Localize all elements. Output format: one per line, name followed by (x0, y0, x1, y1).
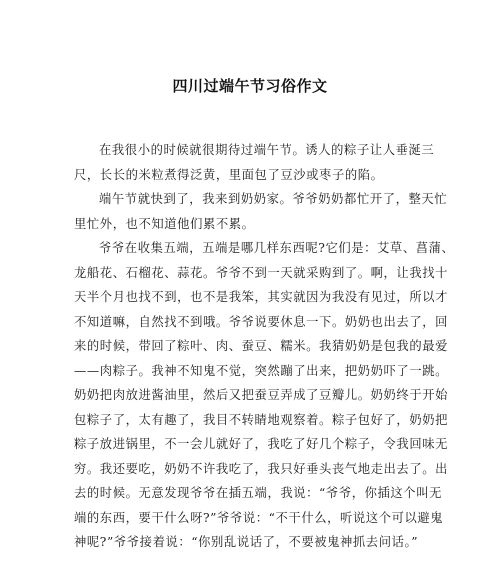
text-line: 去的时候。无意发现爷爷在插五端，我说：“爷爷，你插这个叫无 (74, 486, 443, 500)
text-line: 穷。我还要吃，奶奶不许我吃了，我只好垂头丧气地走出去了。出 (74, 461, 449, 476)
text-line: 端的东西，要干什么呀?”爷爷说：“不干什么，听说这个可以避鬼 (74, 510, 444, 525)
text-line: 神呢?”爷爷接着说：“你别乱说话了，不要被鬼神抓去问话。” (74, 535, 419, 549)
text-line: 尺，长长的米粒煮得泛黄，里面包了豆沙或枣子的陷。 (74, 167, 384, 182)
text-line: 爷爷在收集五端，五端是哪几样东西呢?它们是：艾草、菖蒲、 (99, 241, 455, 255)
text-line: 在我很小的时候就很期待过端午节。诱人的粽子让人垂涎三 (99, 143, 435, 157)
text-line: 龙船花、石榴花、蒜花。爷爷不到一天就采购到了。啊，让我找十 (74, 265, 449, 280)
text-line: 来的时候，带回了粽叶、肉、蚕豆、糯米。我猜奶奶是包我的最爱 (74, 339, 449, 353)
text-line: 天半个月也找不到，也不是我笨，其实就因为我没有见过，所以才 (74, 290, 449, 304)
text-line: 奶奶把肉放进酱油里，然后又把蚕豆弄成了豆瓣儿。奶奶终于开始 (74, 388, 449, 402)
document-title: 四川过端午节习俗作文 (172, 77, 328, 95)
text-line: ——肉粽子。我神不知鬼不觉，突然蹦了出来，把奶奶吓了一跳。 (74, 363, 449, 378)
text-line: 端午节就快到了，我来到奶奶家。爷爷奶奶都忙开了，整天忙 (99, 192, 448, 206)
text-line: 不知道嘛，自然找不到哦。爷爷说要休息一下。奶奶也出去了，回 (74, 314, 449, 329)
text-line: 粽子放进锅里，不一会儿就好了，我吃了好几个粽子，令我回味无 (74, 437, 449, 451)
text-line: 里忙外，也不知道他们累不累。 (74, 216, 255, 231)
text-line: 包粽子了，太有趣了，我目不转睛地观察着。粽子包好了，奶奶把 (74, 412, 449, 427)
document-body (74, 138, 455, 555)
